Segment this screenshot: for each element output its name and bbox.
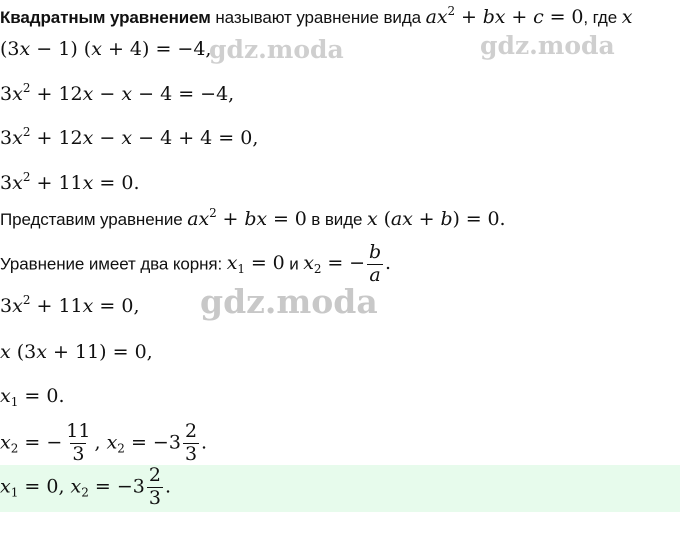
- equation-factored: x (3x + 11) = 0,: [0, 341, 153, 363]
- watermark-logo: gdz.moda: [200, 282, 378, 321]
- factor-text: Представим уравнение: [0, 210, 188, 229]
- factor-instruction: [0, 208, 505, 230]
- root-one-general: $x_1 = 0$: [226, 252, 285, 277]
- final-answer: $x_1 = 0$, $x_2 = -3$ $\frac{2}{3}$ .: [0, 464, 172, 509]
- variable-x: x: [621, 6, 633, 28]
- definition-line: [0, 6, 632, 28]
- definition-text-where: , где: [583, 8, 622, 27]
- root-two: $x_2$ = − $\frac{11}{3}$ , $x_2 = -3$ $\frac{2}{3}$ .: [0, 420, 208, 465]
- quadratic-general-form: $ax^2$ + bx + c = 0: [425, 4, 584, 28]
- root-two-general: $x_2$ = − $\frac{b}{a}$ .: [303, 241, 391, 286]
- roots-text: Уравнение имеет два корня:: [0, 254, 227, 274]
- factor-form: $ax^2$ + bx = 0: [187, 206, 307, 230]
- roots-statement: [0, 243, 391, 286]
- definition-term: Квадратным уравнением: [0, 8, 211, 27]
- factored-form: x (ax + b) = 0.: [367, 208, 506, 230]
- watermark-logo: gdz.moda: [480, 31, 615, 60]
- equation-expanded: $3x^2 + 12x - x - 4 = -4$,: [0, 81, 235, 105]
- definition-text: называют уравнение вида: [210, 8, 426, 27]
- equation-moved: $3x^2 + 12x - x - 4 + 4 = 0$,: [0, 125, 259, 149]
- equation-original: (3x − 1) (x + 4) = −4,: [0, 38, 212, 60]
- factor-mid-text: в виде: [306, 210, 367, 229]
- watermark-logo: gdz.moda: [209, 35, 344, 64]
- equation-simplified: $3x^2 + 11x = 0$.: [0, 170, 140, 194]
- roots-and: и: [284, 254, 304, 274]
- root-one: $x_1 = 0$.: [0, 385, 65, 409]
- equation-restated: $3x^2 + 11x = 0$,: [0, 293, 140, 317]
